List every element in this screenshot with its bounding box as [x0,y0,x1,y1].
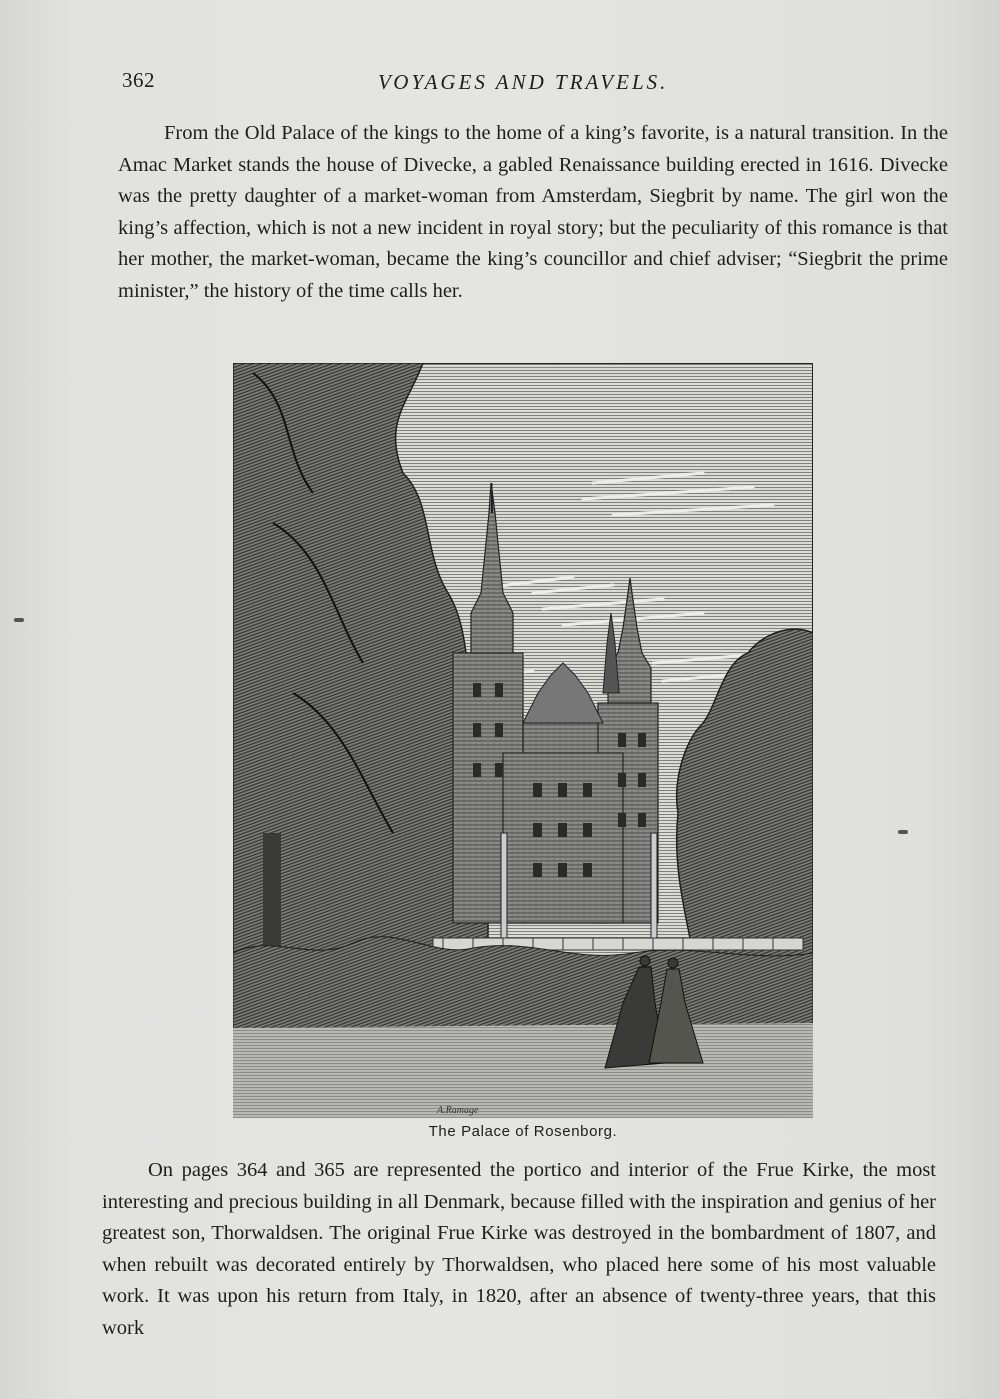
scan-mark-left [14,618,24,622]
page-number: 362 [122,68,155,92]
engraving-palace-of-rosenborg [233,363,813,1118]
figure-caption: The Palace of Rosenborg. [428,1123,618,1140]
paragraph-amac-market: From the Old Palace of the kings to the home of a king’s favorite, is a natural transition. In the Amac Market stands the house of Divecke, a gabled Renaissance building erected in 1616. Divecke was the pretty daughter of a market-woman from Amsterdam, Siegbrit by name. The girl won the king’s affection, which is not a new incident in royal story; but the peculiarity of this romance is that her mother, the market-woman, became the king’s councillor and chief adviser; “Siegbrit the prime minister,” the history of the time calls her. [118,122,948,302]
paragraph-frue-kirke: On pages 364 and 365 are represented the portico and interior of the Frue Kirke, the most interesting and precious building in all Denmark, because filled with the inspiration and genius of her greatest son, Thorwaldsen. The original Frue Kirke was destroyed in the bombardment of 1807, and when rebuilt was decorated entirely by Thorwaldsen, who placed here some of his most valuable work. It was upon his return from Italy, in 1820, after an absence of twenty-three years, that this work [102,1159,936,1339]
scan-mark-right [898,830,908,834]
running-title: VOYAGES AND TRAVELS. [378,70,669,94]
engraver-signature: A.Ramage [437,1105,479,1116]
